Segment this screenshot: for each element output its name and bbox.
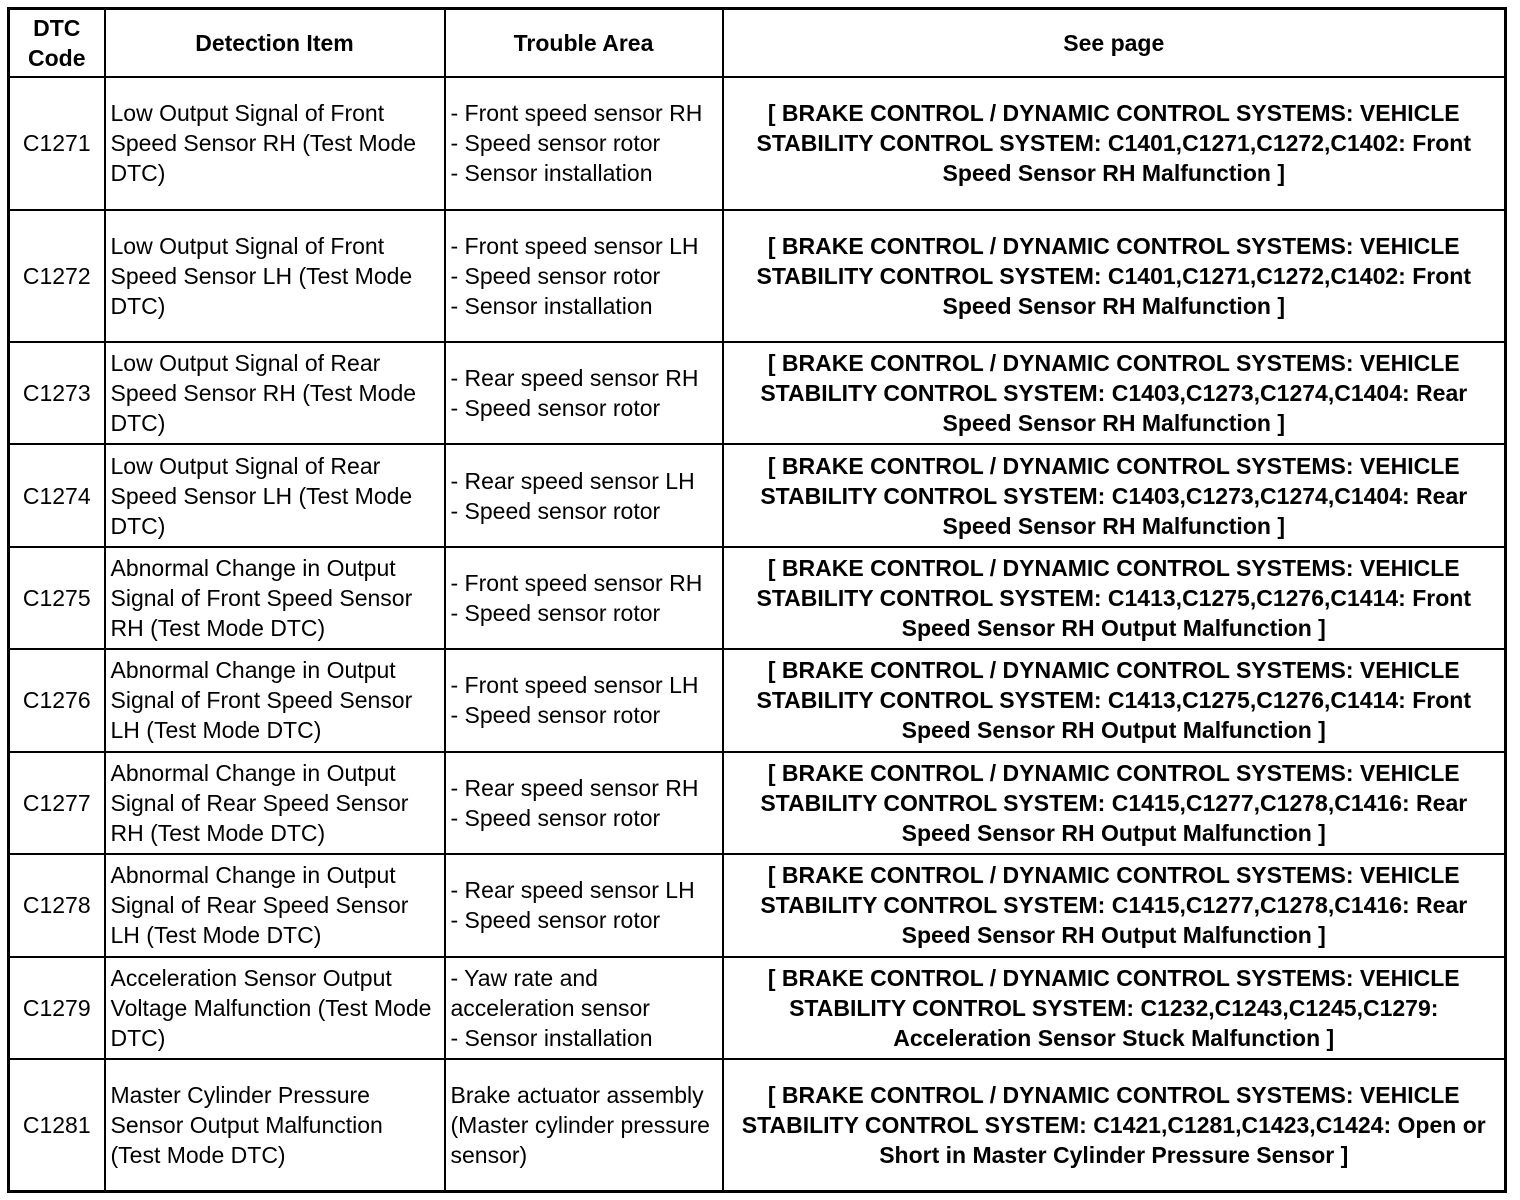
dtc-code-cell: C1273 <box>9 342 105 444</box>
trouble-area-line: - Rear speed sensor LH <box>450 467 695 494</box>
trouble-area-cell <box>445 752 723 854</box>
header-detection-item: Detection Item <box>105 9 445 78</box>
detection-item-cell: Low Output Signal of Rear Speed Sensor RH (Test Mode DTC) <box>105 342 445 444</box>
trouble-area-line: Brake actuator assembly (Master cylinder pressure sensor) <box>450 1081 710 1168</box>
table-row <box>9 210 1506 343</box>
see-page-link[interactable]: [ BRAKE CONTROL / DYNAMIC CONTROL SYSTEMS: VEHICLE STABILITY CONTROL SYSTEM: C1413,C1275,C1276,C1414: Front Speed Sensor RH Output Malfunction ] <box>723 547 1506 649</box>
header-see-page: See page <box>723 9 1506 78</box>
header-row <box>9 9 1506 78</box>
see-page-link[interactable]: [ BRAKE CONTROL / DYNAMIC CONTROL SYSTEMS: VEHICLE STABILITY CONTROL SYSTEM: C1403,C1273,C1274,C1404: Rear Speed Sensor RH Malfunction ] <box>723 342 1506 444</box>
trouble-area-line: - Speed sensor rotor <box>450 395 661 422</box>
detection-item-cell: Acceleration Sensor Output Voltage Malfunction (Test Mode DTC) <box>105 957 445 1059</box>
see-page-link[interactable]: [ BRAKE CONTROL / DYNAMIC CONTROL SYSTEMS: VEHICLE STABILITY CONTROL SYSTEM: C1415,C1277,C1278,C1416: Rear Speed Sensor RH Output Malfunction ] <box>723 854 1506 956</box>
dtc-code-cell: C1272 <box>9 210 105 343</box>
see-page-link[interactable]: [ BRAKE CONTROL / DYNAMIC CONTROL SYSTEMS: VEHICLE STABILITY CONTROL SYSTEM: C1232,C1243,C1245,C1279: Acceleration Sensor Stuck Malfunction ] <box>723 957 1506 1059</box>
trouble-area-cell <box>445 854 723 956</box>
dtc-code-cell: C1276 <box>9 649 105 751</box>
detection-item-cell: Abnormal Change in Output Signal of Rear Speed Sensor RH (Test Mode DTC) <box>105 752 445 854</box>
trouble-area-cell <box>445 444 723 546</box>
trouble-area-line: - Speed sensor rotor <box>450 497 661 524</box>
see-page-link[interactable]: [ BRAKE CONTROL / DYNAMIC CONTROL SYSTEMS: VEHICLE STABILITY CONTROL SYSTEM: C1403,C1273,C1274,C1404: Rear Speed Sensor RH Malfunction ] <box>723 444 1506 546</box>
dtc-code-cell: C1281 <box>9 1059 105 1192</box>
trouble-area-line: - Front speed sensor RH <box>450 570 703 597</box>
trouble-area-line: - Sensor installation <box>450 1024 653 1051</box>
dtc-code-cell: C1274 <box>9 444 105 546</box>
table-row <box>9 444 1506 546</box>
table-row <box>9 547 1506 649</box>
trouble-area-line: - Speed sensor rotor <box>450 702 661 729</box>
table-row <box>9 649 1506 751</box>
see-page-link[interactable]: [ BRAKE CONTROL / DYNAMIC CONTROL SYSTEMS: VEHICLE STABILITY CONTROL SYSTEM: C1401,C1271,C1272,C1402: Front Speed Sensor RH Malfunction ] <box>723 210 1506 343</box>
trouble-area-line: - Rear speed sensor RH <box>450 774 699 801</box>
trouble-area-line: - Front speed sensor LH <box>450 672 699 699</box>
trouble-area-cell <box>445 1059 723 1192</box>
trouble-area-line: - Sensor installation <box>450 160 653 187</box>
dtc-code-cell: C1271 <box>9 77 105 210</box>
trouble-area-line: - Yaw rate and acceleration sensor <box>450 964 650 1021</box>
trouble-area-line: - Front speed sensor RH <box>450 100 703 127</box>
trouble-area-line: - Sensor installation <box>450 292 653 319</box>
see-page-link[interactable]: [ BRAKE CONTROL / DYNAMIC CONTROL SYSTEMS: VEHICLE STABILITY CONTROL SYSTEM: C1421,C1281,C1423,C1424: Open or Short in Master Cylinder Pressure Sensor ] <box>723 1059 1506 1192</box>
table-body <box>9 77 1506 1192</box>
dtc-code-cell: C1278 <box>9 854 105 956</box>
detection-item-cell: Low Output Signal of Front Speed Sensor LH (Test Mode DTC) <box>105 210 445 343</box>
trouble-area-line: - Rear speed sensor RH <box>450 365 699 392</box>
dtc-code-cell: C1275 <box>9 547 105 649</box>
see-page-link[interactable]: [ BRAKE CONTROL / DYNAMIC CONTROL SYSTEMS: VEHICLE STABILITY CONTROL SYSTEM: C1401,C1271,C1272,C1402: Front Speed Sensor RH Malfunction ] <box>723 77 1506 210</box>
table-row <box>9 1059 1506 1192</box>
table-row <box>9 854 1506 956</box>
trouble-area-cell <box>445 77 723 210</box>
table-row <box>9 342 1506 444</box>
trouble-area-cell <box>445 210 723 343</box>
dtc-code-cell: C1279 <box>9 957 105 1059</box>
trouble-area-line: - Rear speed sensor LH <box>450 877 695 904</box>
trouble-area-cell <box>445 547 723 649</box>
trouble-area-cell <box>445 957 723 1059</box>
trouble-area-line: - Speed sensor rotor <box>450 600 661 627</box>
trouble-area-line: - Speed sensor rotor <box>450 907 661 934</box>
detection-item-cell: Abnormal Change in Output Signal of Front Speed Sensor RH (Test Mode DTC) <box>105 547 445 649</box>
header-dtc-code: DTC Code <box>9 9 105 78</box>
detection-item-cell: Low Output Signal of Front Speed Sensor RH (Test Mode DTC) <box>105 77 445 210</box>
see-page-link[interactable]: [ BRAKE CONTROL / DYNAMIC CONTROL SYSTEMS: VEHICLE STABILITY CONTROL SYSTEM: C1415,C1277,C1278,C1416: Rear Speed Sensor RH Output Malfunction ] <box>723 752 1506 854</box>
see-page-link[interactable]: [ BRAKE CONTROL / DYNAMIC CONTROL SYSTEMS: VEHICLE STABILITY CONTROL SYSTEM: C1413,C1275,C1276,C1414: Front Speed Sensor RH Output Malfunction ] <box>723 649 1506 751</box>
header-trouble-area: Trouble Area <box>445 9 723 78</box>
trouble-area-cell <box>445 342 723 444</box>
table-row <box>9 957 1506 1059</box>
detection-item-cell: Master Cylinder Pressure Sensor Output Malfunction (Test Mode DTC) <box>105 1059 445 1192</box>
detection-item-cell: Low Output Signal of Rear Speed Sensor LH (Test Mode DTC) <box>105 444 445 546</box>
trouble-area-line: - Speed sensor rotor <box>450 130 661 157</box>
dtc-code-cell: C1277 <box>9 752 105 854</box>
trouble-area-line: - Speed sensor rotor <box>450 804 661 831</box>
trouble-area-cell <box>445 649 723 751</box>
table-row <box>9 752 1506 854</box>
trouble-area-line: - Speed sensor rotor <box>450 262 661 289</box>
detection-item-cell: Abnormal Change in Output Signal of Rear Speed Sensor LH (Test Mode DTC) <box>105 854 445 956</box>
dtc-table <box>7 7 1507 1193</box>
detection-item-cell: Abnormal Change in Output Signal of Front Speed Sensor LH (Test Mode DTC) <box>105 649 445 751</box>
table-row <box>9 77 1506 210</box>
trouble-area-line: - Front speed sensor LH <box>450 232 699 259</box>
